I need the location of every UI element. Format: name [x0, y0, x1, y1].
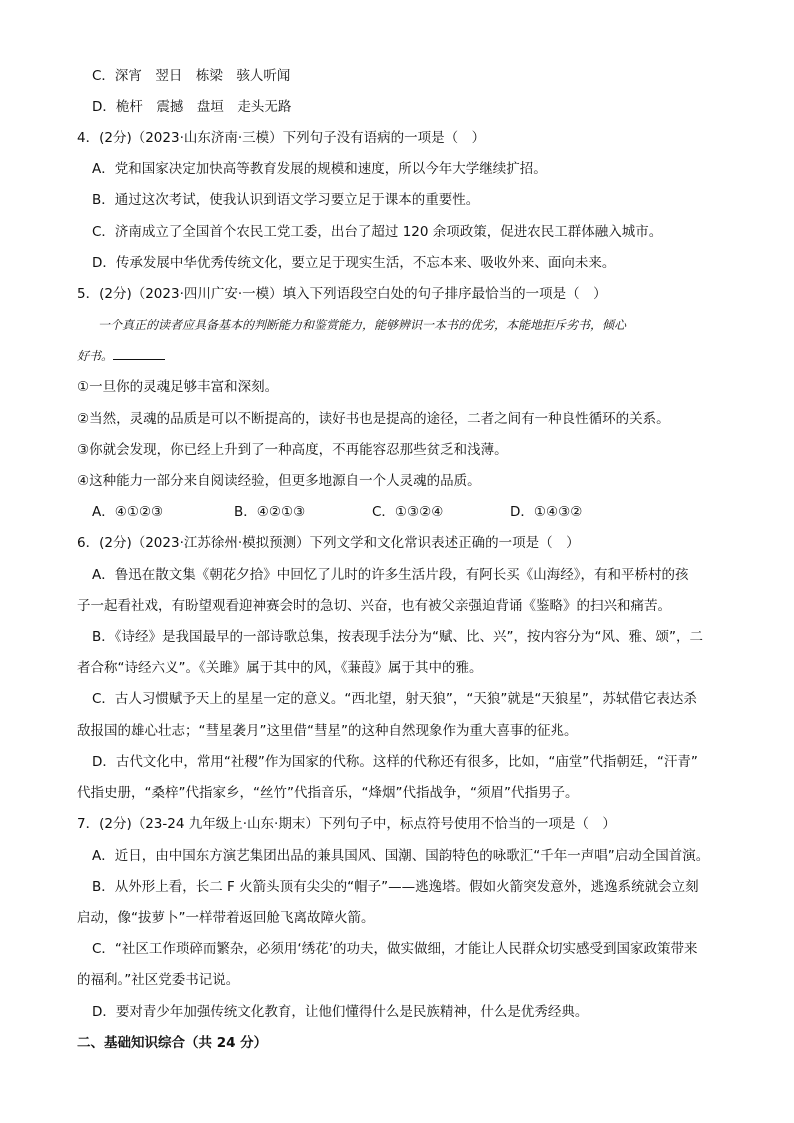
answer-blank [113, 347, 165, 360]
question-6-option-b-line1: B．《诗经》是我国最早的一部诗歌总集，按表现手法分为“赋、比、兴”，按内容分为“风、雅、颂”，二 [92, 629, 703, 645]
question-6-option-b-line2: 者合称“诗经六义”。《关雎》属于其中的风，《蒹葭》属于其中的雅。 [77, 660, 483, 676]
question-5-option-c: C．①③②④ [372, 504, 444, 520]
question-5-stem: 5．(2分)（2023·四川广安·一模）填入下列语段空白处的句子排序最恰当的一项是（ ） [77, 286, 607, 302]
question-7-stem: 7．(2分)（23-24 九年级上·山东·期末）下列句子中，标点符号使用不恰当的一项是（ ） [77, 816, 616, 832]
question-6-option-d-line2: 代指史册，“桑梓”代指家乡，“丝竹”代指音乐，“烽烟”代指战争，“须眉”代指男子。 [77, 785, 579, 801]
sentence-2: ②当然，灵魂的品质是可以不断提高的，读好书也是提高的途径，二者之间有一种良性循环的关系。 [77, 411, 670, 427]
option-c-q3: C．深宵 翌日 栋梁 骇人听闻 [92, 68, 291, 84]
question-4-option-b: B．通过这次考试，使我认识到语文学习要立足于课本的重要性。 [92, 192, 480, 208]
question-6-stem: 6．(2分)（2023·江苏徐州·模拟预测）下列文学和文化常识表述正确的一项是（ ） [77, 535, 580, 551]
question-5-option-a: A．④①②③ [92, 504, 164, 520]
question-7-option-c-line2: 的福利。”社区党委书记说。 [77, 972, 240, 988]
sentence-3: ③你就会发现，你已经上升到了一种高度，不再能容忍那些贫乏和浅薄。 [77, 442, 508, 458]
question-4-option-a: A．党和国家决定加快高等教育发展的规模和速度，所以今年大学继续扩招。 [92, 161, 547, 177]
question-5-option-d: D．①④③② [510, 504, 583, 520]
sentence-4: ④这种能力一部分来自阅读经验，但更多地源自一个人灵魂的品质。 [77, 473, 481, 489]
question-7-option-c-line1: C．“社区工作琐碎而繁杂，必须用‘绣花’的功夫，做实做细，才能让人民群众切实感受到国家政策带来 [92, 941, 698, 957]
section-2-heading: 二、基础知识综合（共 24 分） [77, 1035, 268, 1051]
question-5-passage-line1: 一个真正的读者应具备基本的判断能力和鉴赏能力，能够辨识一本书的优劣，本能地拒斥劣书，倾心 [98, 318, 627, 332]
question-4-stem: 4．(2分)（2023·山东济南·三模）下列句子没有语病的一项是（ ） [77, 130, 486, 146]
question-5-option-b: B．④②①③ [234, 504, 306, 520]
question-5-passage-line2 [77, 346, 165, 366]
question-7-option-b-line2: 启动，像“拔萝卜”一样带着返回舱飞离故障火箭。 [77, 910, 375, 926]
question-5-options [92, 502, 582, 522]
question-6-option-c-line2: 敌报国的雄心壮志；“彗星袭月”这里借“彗星”的这种自然现象作为重大喜事的征兆。 [77, 723, 578, 739]
option-d-q3: D．桅杆 震撼 盘垣 走头无路 [92, 99, 292, 115]
question-7-option-a: A．近日，由中国东方演艺集团出品的兼具国风、国潮、国韵特色的咏歌汇“千年一声唱”启动全国首演。 [92, 848, 710, 864]
question-4-option-d: D．传承发展中华优秀传统文化，要立足于现实生活，不忘本来、吸收外来、面向未来。 [92, 255, 616, 271]
question-6-option-a-line2: 子一起看社戏，有盼望观看迎神赛会时的急切、兴奋，也有被父亲强迫背诵《鉴略》的扫兴和痛苦。 [77, 598, 671, 614]
question-6-option-a-line1: A．鲁迅在散文集《朝花夕拾》中回忆了儿时的许多生活片段，有阿长买《山海经》，有和平桥村的孩 [92, 567, 689, 583]
question-6-option-d-line1: D．古代文化中，常用“社稷”作为国家的代称。这样的代称还有很多，比如，“庙堂”代指朝廷，“汗青” [92, 754, 698, 770]
sentence-1: ①一旦你的灵魂足够丰富和深刻。 [77, 379, 279, 395]
passage-end-text: 好书。 [77, 349, 114, 363]
question-4-option-c: C．济南成立了全国首个农民工党工委，出台了超过 120 余项政策，促进农民工群体融入城市。 [92, 224, 663, 240]
question-7-option-b-line1: B．从外形上看，长二 F 火箭头顶有尖尖的“帽子”——逃逸塔。假如火箭突发意外，逃逸系统就会立刻 [92, 879, 699, 895]
question-6-option-c-line1: C．古人习惯赋予天上的星星一定的意义。“西北望，射天狼”，“天狼”就是“天狼星”，苏轼借它表达杀 [92, 691, 697, 707]
question-7-option-d: D．要对青少年加强传统文化教育，让他们懂得什么是民族精神，什么是优秀经典。 [92, 1004, 589, 1020]
